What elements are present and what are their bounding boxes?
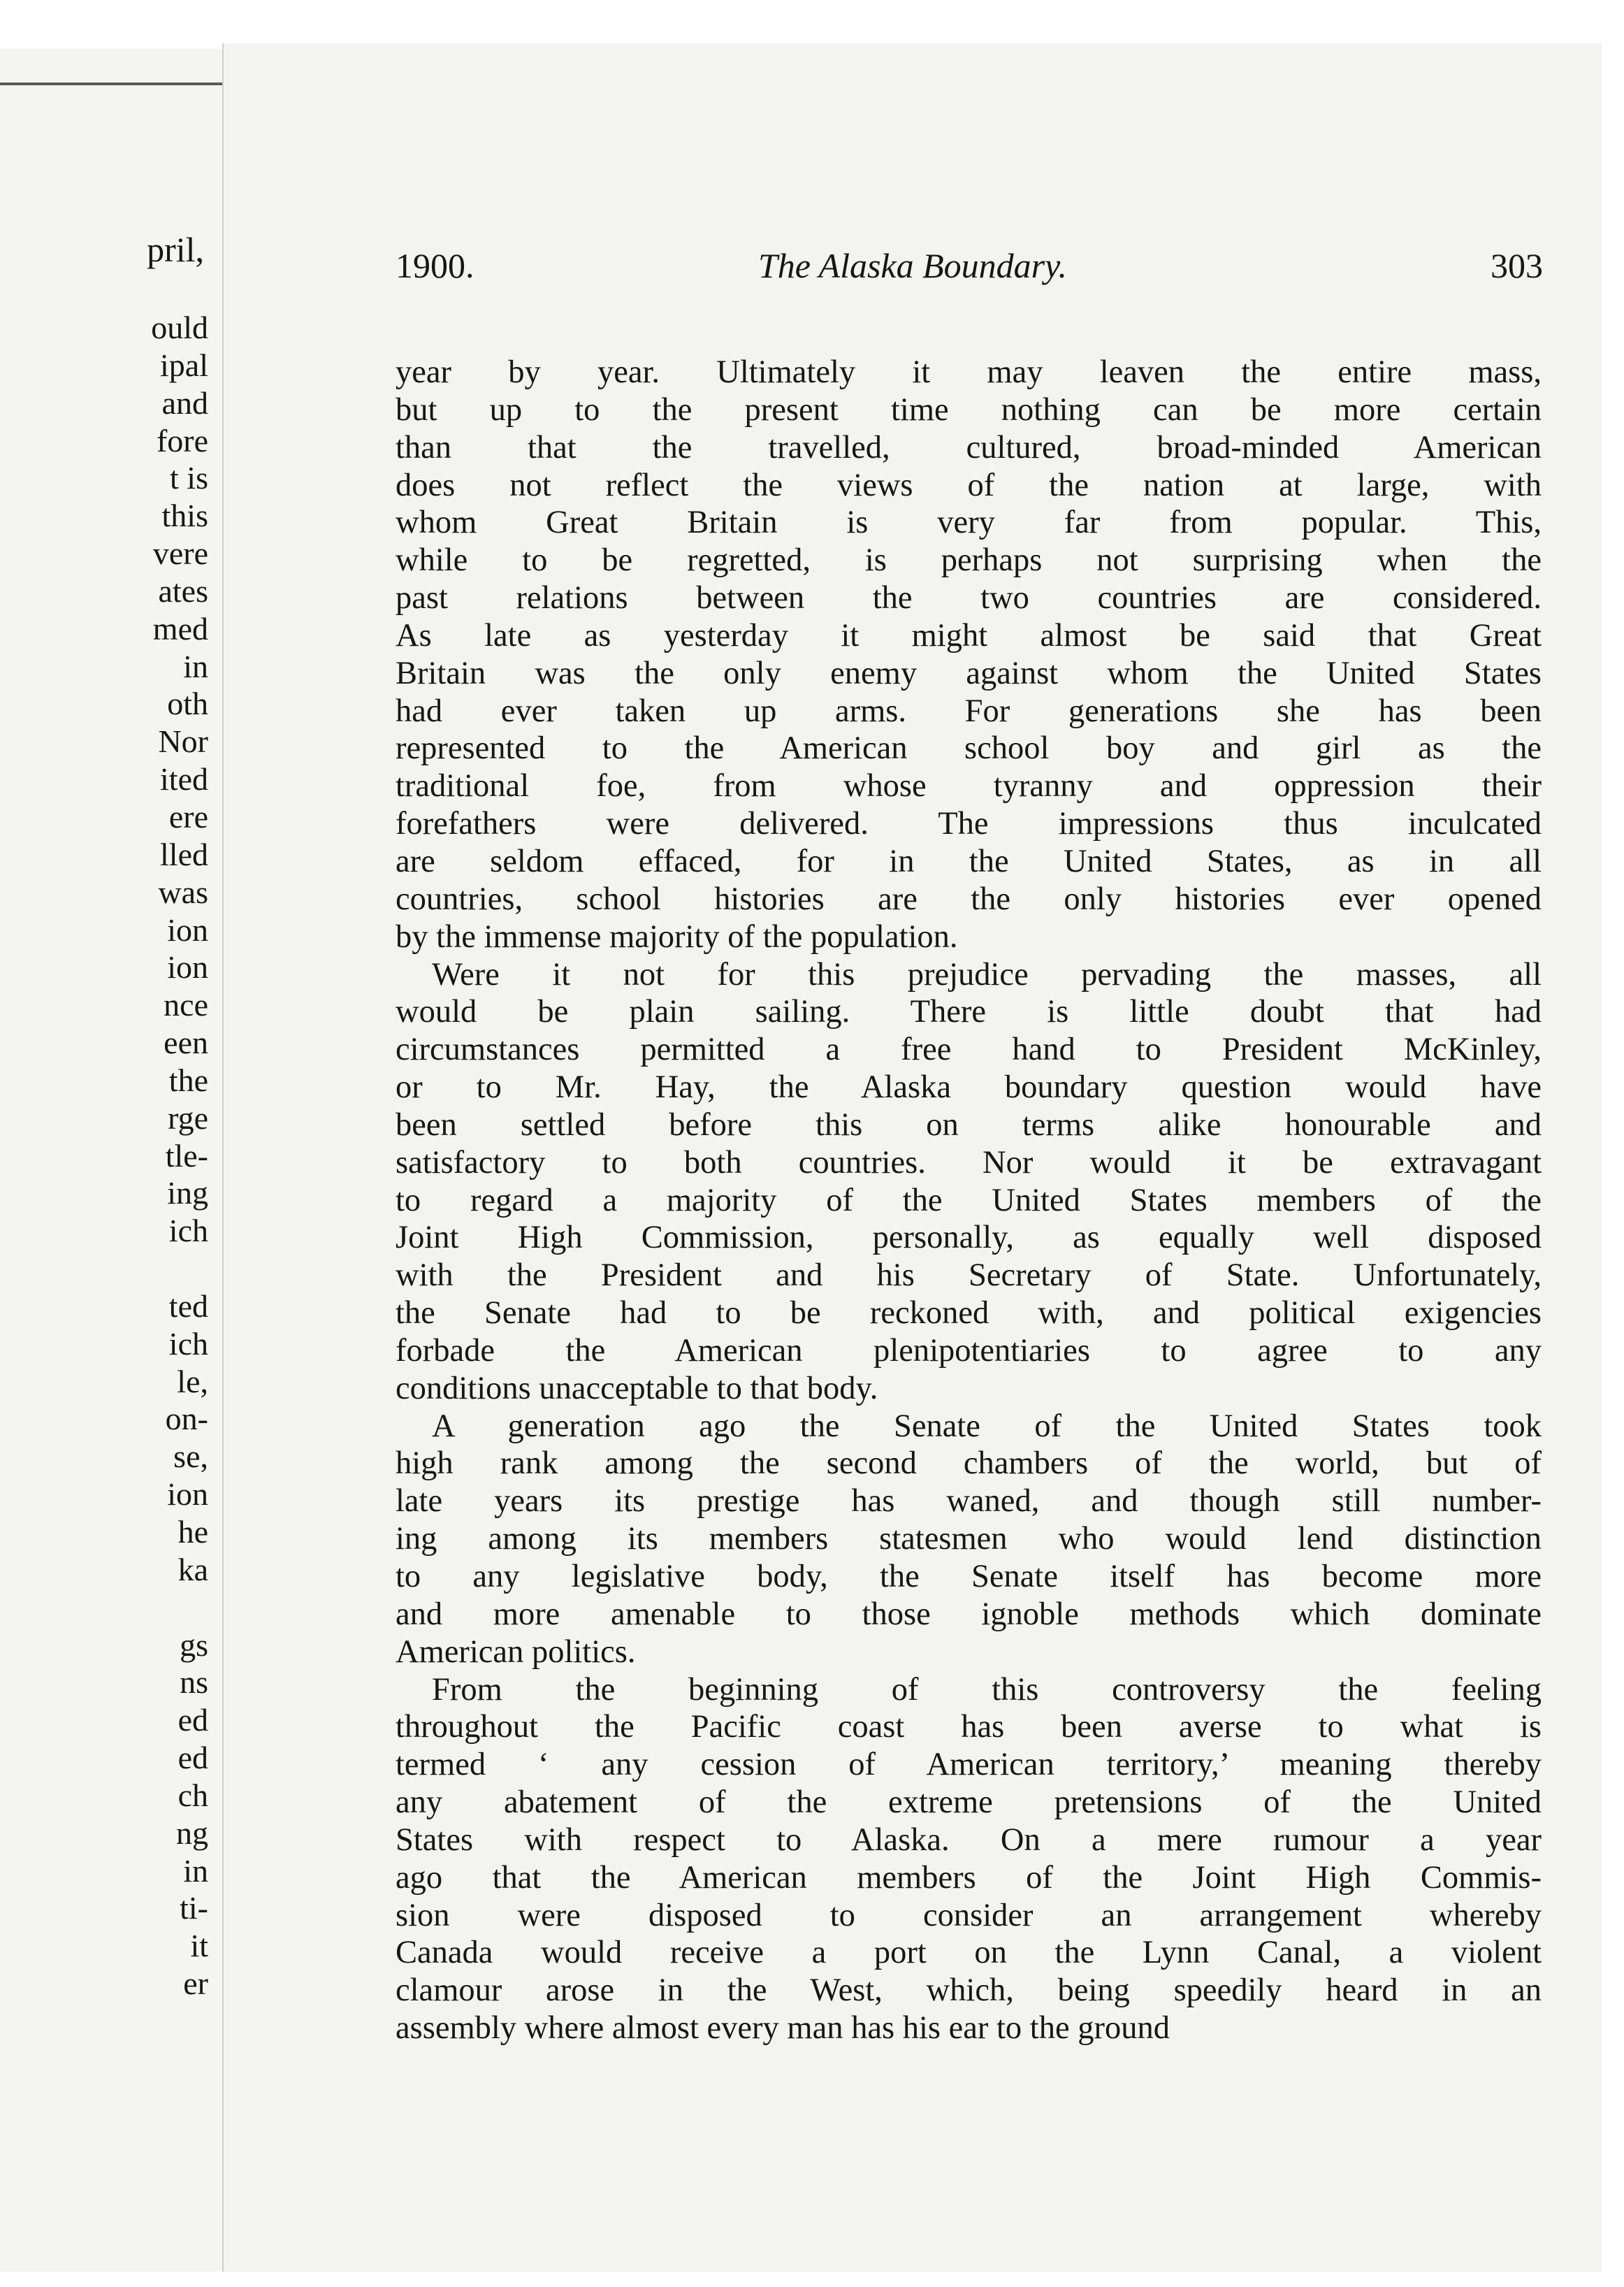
previous-page-line-ending: ns — [180, 1664, 208, 1701]
previous-page-line-ending: ates — [158, 572, 208, 609]
text-line: Joint High Commission, personally, as equally well disposed — [396, 1220, 1542, 1256]
previous-page-running-head: pril, — [147, 230, 204, 269]
previous-page-line-ending: in — [183, 1852, 208, 1889]
previous-page-line-ending: ich — [168, 1325, 208, 1362]
previous-page-line-ending: ich — [168, 1213, 208, 1249]
text-line: are seldom effaced, for in the United States, as in all — [396, 843, 1542, 879]
previous-page-line-ending: on- — [165, 1401, 208, 1437]
previous-page-line-ending: een — [164, 1025, 208, 1061]
text-line: Britain was the only enemy against whom the United States — [396, 655, 1542, 691]
text-line: Were it not for this prejudice pervading the masses, all — [432, 956, 1542, 993]
text-line: A generation ago the Senate of the United States took — [432, 1408, 1542, 1444]
previous-page-line-ending: oth — [167, 686, 208, 722]
previous-page-line-ending: in — [183, 648, 208, 684]
previous-page-line-ending: fore — [156, 422, 208, 459]
previous-page-line-ending: ing — [167, 1175, 208, 1211]
text-line: or to Mr. Hay, the Alaska boundary question would have — [396, 1069, 1542, 1106]
previous-page-line-ending: le, — [177, 1363, 208, 1399]
previous-page-line-ending: t is — [170, 460, 208, 496]
text-line: ing among its members statesmen who would lend distinction — [396, 1521, 1542, 1557]
previous-page-line-ending: Nor — [158, 723, 208, 760]
text-line: forbade the American plenipotentiaries to agree to any — [396, 1332, 1542, 1369]
text-line: sion were disposed to consider an arrangement whereby — [396, 1897, 1542, 1933]
text-line: year by year. Ultimately it may leaven the entire mass, — [396, 354, 1542, 390]
previous-page-line-ending: ng — [176, 1815, 208, 1851]
text-line: any abatement of the extreme pretensions of the United — [396, 1784, 1542, 1821]
previous-page-line-ending: se, — [173, 1438, 208, 1475]
text-line: to regard a majority of the United States members of the — [396, 1182, 1542, 1218]
text-line: to any legislative body, the Senate itself has become more — [396, 1559, 1542, 1594]
text-line: past relations between the two countries are considered. — [396, 580, 1542, 616]
previous-page-line-ending: lled — [160, 836, 208, 872]
previous-page-line-ending: ka — [177, 1551, 208, 1587]
previous-page-line-ending: it — [190, 1928, 208, 1964]
previous-page-line-ending: ion — [167, 1476, 208, 1513]
previous-page-line-ending: and — [161, 384, 208, 421]
text-line: high rank among the second chambers of the world, but of — [396, 1445, 1542, 1482]
previous-page-line-endings — [151, 309, 208, 2003]
previous-page-line-ending: tle- — [165, 1137, 208, 1174]
text-line: termed ‘ any cession of American territory,’ meaning thereby — [396, 1747, 1542, 1783]
text-line: late years its prestige has waned, and though still number- — [396, 1483, 1542, 1520]
previous-page-line-ending: the — [168, 1062, 208, 1098]
previous-page-line-ending: rge — [168, 1099, 208, 1136]
text-line: countries, school histories are the only histories ever opened — [396, 881, 1542, 917]
previous-page-line-ending — [151, 1250, 208, 1287]
text-line: ago that the American members of the Joint High Commis- — [396, 1859, 1542, 1896]
previous-page-line-ending: ould — [151, 310, 208, 345]
text-line: does not reflect the views of the nation at large, with — [396, 467, 1542, 503]
previous-page-line-ending — [151, 1589, 208, 1626]
body-text — [396, 354, 1542, 2047]
previous-page-line-ending: med — [152, 610, 208, 647]
previous-page-line-ending: ti- — [180, 1890, 208, 1926]
running-head-title: The Alaska Boundary. — [757, 246, 1068, 285]
text-line: forefathers were delivered. The impressions thus inculcated — [396, 806, 1542, 842]
text-line: the Senate had to be reckoned with, and political exigencies — [396, 1295, 1542, 1332]
page-number: 303 — [1491, 246, 1543, 285]
text-line: throughout the Pacific coast has been averse to what is — [396, 1709, 1542, 1745]
text-line: than that the travelled, cultured, broad-minded American — [396, 429, 1542, 466]
previous-page-edge — [0, 49, 225, 2272]
previous-page-line-ending: ch — [177, 1777, 208, 1813]
previous-page-line-ending: ion — [167, 949, 208, 986]
text-line: by the immense majority of the population. — [396, 918, 958, 955]
running-head — [224, 238, 1602, 294]
text-line: From the beginning of this controversy the feeling — [432, 1671, 1542, 1708]
previous-page-line-ending: nce — [164, 987, 208, 1023]
text-line: Canada would receive a port on the Lynn Canal, a violent — [396, 1935, 1542, 1971]
previous-page-line-ending: gs — [180, 1626, 208, 1663]
text-line: with the President and his Secretary of State. Unfortunately, — [396, 1257, 1542, 1294]
text-line: had ever taken up arms. For generations she has been — [396, 693, 1542, 729]
text-line: represented to the American school boy and girl as the — [396, 730, 1542, 767]
text-line: but up to the present time nothing can be more certain — [396, 391, 1542, 428]
previous-page-line-ending: he — [177, 1514, 208, 1550]
text-line: traditional foe, from whose tyranny and oppression their — [396, 768, 1542, 805]
text-line: States with respect to Alaska. On a mere rumour a year — [396, 1821, 1542, 1858]
previous-page-line-ending: vere — [152, 535, 208, 572]
text-line: and more amenable to those ignoble methods which dominate — [396, 1596, 1542, 1632]
text-line: would be plain sailing. There is little doubt that had — [396, 994, 1542, 1030]
text-line: assembly where almost every man has his ear to the ground — [396, 2010, 1170, 2047]
running-head-year: 1900. — [396, 246, 474, 285]
text-line: clamour arose in the West, which, being speedily heard in an — [396, 1972, 1542, 2009]
text-line: whom Great Britain is very far from popular. This, — [396, 505, 1542, 541]
previous-page-line-ending: ion — [167, 911, 208, 948]
previous-page-line-ending: er — [183, 1965, 208, 2002]
text-line: while to be regretted, is perhaps not surprising when the — [396, 542, 1542, 579]
book-page — [222, 43, 1602, 2272]
text-line: been settled before this on terms alike honourable and — [396, 1106, 1542, 1143]
previous-page-line-ending: ed — [177, 1740, 208, 1776]
text-line: conditions unacceptable to that body. — [396, 1370, 878, 1406]
previous-page-line-ending: was — [158, 874, 208, 910]
previous-page-line-ending: ere — [168, 798, 208, 835]
text-line: satisfactory to both countries. Nor would it be extravagant — [396, 1144, 1542, 1181]
previous-page-line-ending: this — [161, 498, 208, 534]
previous-page-line-ending: ted — [168, 1287, 208, 1324]
text-line: American politics. — [396, 1633, 636, 1670]
previous-page-line-ending: ed — [177, 1702, 208, 1738]
previous-page-line-ending: ited — [160, 761, 208, 798]
previous-page-rule — [0, 82, 222, 85]
text-line: circumstances permitted a free hand to President McKinley, — [396, 1032, 1542, 1068]
previous-page-line-ending: ipal — [160, 347, 208, 383]
text-line: As late as yesterday it might almost be said that Great — [396, 617, 1542, 654]
